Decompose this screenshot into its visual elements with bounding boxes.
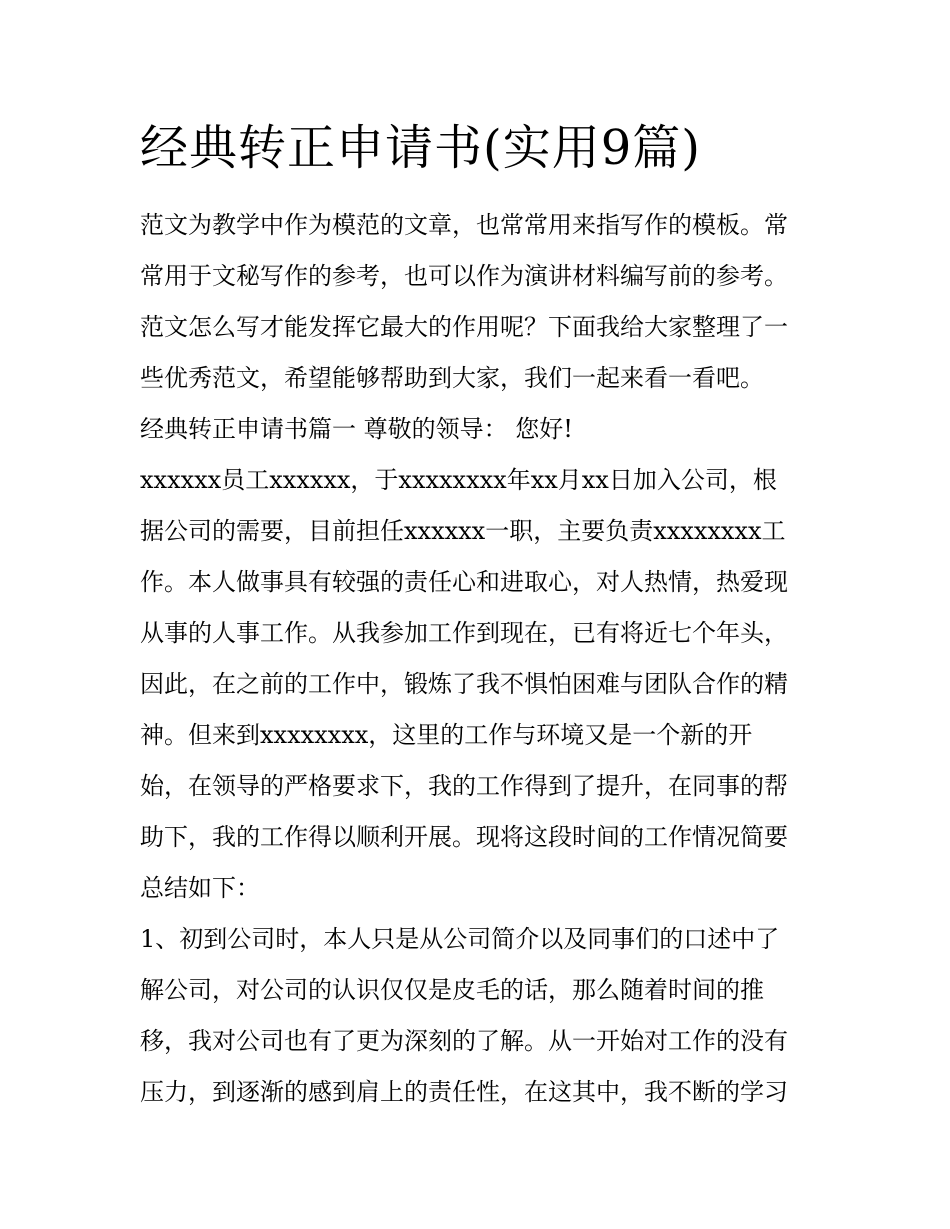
body-line: 神。但来到xxxxxxxx，这里的工作与环境又是一个新的开 [140,721,753,749]
body-line: 据公司的需要，目前担任xxxxxx一职，主要负责xxxxxxxx工 [140,517,786,545]
body-line: 解公司，对公司的认识仅仅是皮毛的话，那么随着时间的推 [140,976,764,1004]
body-line: 因此，在之前的工作中，锻炼了我不惧怕困难与团队合作的精 [140,670,788,698]
body-line: 助下，我的工作得以顺利开展。现将这段时间的工作情况简要 [140,823,788,851]
body-line: xxxxxx员工xxxxxx，于xxxxxxxx年xx月xx日加入公司，根 [140,466,777,494]
body-line: 始，在领导的严格要求下，我的工作得到了提升，在同事的帮 [140,772,788,800]
body-line: 1、初到公司时，本人只是从公司简介以及同事们的口述中了 [140,925,780,953]
document-title: 经典转正申请书(实用9篇) [140,120,701,176]
body-line: 压力，到逐渐的感到肩上的责任性，在这其中，我不断的学习 [140,1078,788,1106]
body-line: 作。本人做事具有较强的责任心和进取心，对人热情，热爱现 [140,568,788,596]
body-line: 些优秀范文，希望能够帮助到大家，我们一起来看一看吧。 [140,364,764,392]
body-line: 从事的人事工作。从我参加工作到现在，已有将近七个年头， [140,619,788,647]
section-heading-line: 经典转正申请书篇一 尊敬的领导： 您好! [140,415,573,443]
body-line: 常用于文秘写作的参考，也可以作为演讲材料编写前的参考。 [140,262,788,290]
body-line: 移，我对公司也有了更为深刻的了解。从一开始对工作的没有 [140,1027,788,1055]
body-line: 范文怎么写才能发挥它最大的作用呢？下面我给大家整理了一 [140,313,788,341]
body-line: 范文为教学中作为模范的文章，也常常用来指写作的模板。常 [140,211,788,239]
document-body [140,200,820,1118]
body-line: 总结如下： [140,874,260,902]
